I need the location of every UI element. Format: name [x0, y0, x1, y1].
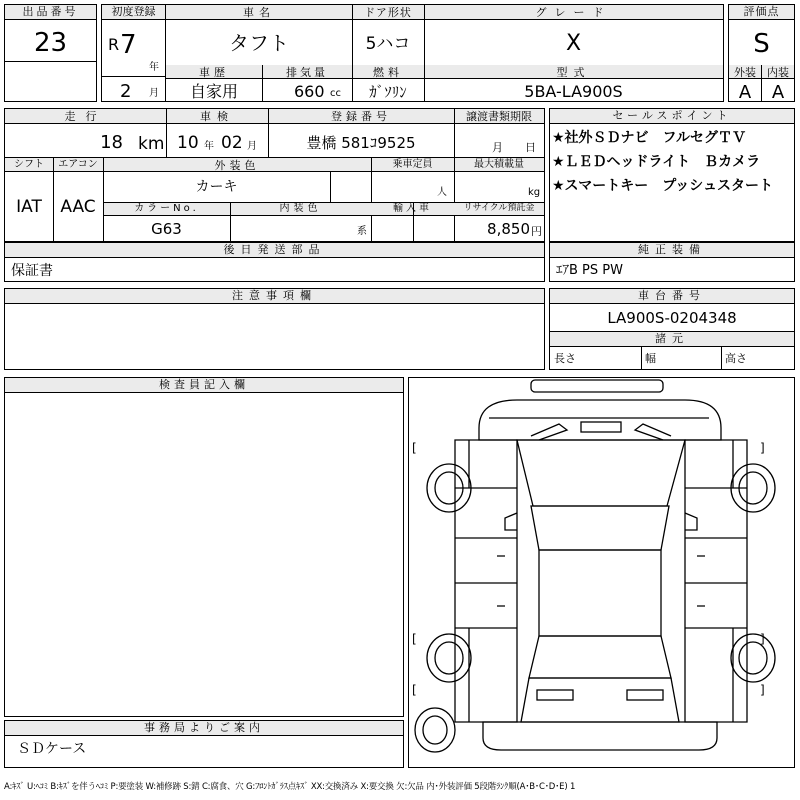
plate-value: 豊橋 581ｺ9525 — [306, 134, 416, 152]
bracket-left: [ — [412, 632, 417, 646]
chassis-box — [549, 288, 795, 370]
import-label: 輸入車 — [393, 203, 432, 214]
era-value: R — [108, 35, 120, 54]
office-box — [4, 720, 404, 768]
displacement-value: 660 — [294, 82, 325, 101]
inspection-year-unit: 年 — [204, 141, 214, 152]
lot-number-value: 23 — [33, 28, 68, 58]
recycle-label: リサイクル預託金 — [463, 203, 535, 213]
shift-label: シフト — [14, 159, 44, 170]
bracket-right: ] — [760, 683, 765, 697]
later-parts-value: 保証書 — [11, 263, 53, 279]
year-unit: 年 — [149, 62, 159, 73]
capacity-unit: 人 — [437, 187, 447, 198]
interior-color-unit: 系 — [357, 226, 367, 237]
inspection-label: 車検 — [200, 110, 234, 123]
score-label: 評価点 — [729, 5, 794, 20]
caution-label: 注意事項欄 — [5, 289, 544, 304]
inspector-label: 検査員記入欄 — [5, 378, 403, 393]
color-no-label: カラーNo. — [134, 203, 199, 214]
recycle-value: 8,850 — [487, 220, 530, 238]
lot-number-label: 出品番号 — [5, 5, 96, 20]
equipment-value: ｴｱB PS PW — [556, 263, 623, 278]
history-label: 車歴 — [199, 66, 229, 79]
lot-number-box — [4, 4, 97, 102]
interior-color-label: 内装色 — [279, 203, 322, 214]
score-value: S — [753, 29, 770, 59]
interior-score-value: A — [771, 82, 785, 103]
interior-score-label: 内装 — [767, 66, 789, 79]
sales-points-label: セールスポイント — [550, 109, 794, 124]
aircon-value: AAC — [60, 197, 96, 217]
car-name-value: タフト — [229, 31, 289, 55]
chassis-label: 車台番号 — [550, 289, 794, 304]
displacement-label: 排気量 — [286, 66, 328, 79]
exterior-color-label: 外装色 — [214, 159, 260, 172]
inspection-year: 10 — [177, 133, 199, 153]
width-label: 幅 — [645, 352, 656, 365]
inspector-box — [4, 377, 404, 717]
sales-point-item: ★スマートキー プッシュスタート — [552, 178, 774, 194]
exterior-score-label: 外装 — [734, 66, 756, 79]
car-diagram-box — [408, 377, 795, 768]
door-label: ドア形状 — [364, 6, 412, 19]
fuel-label: 燃料 — [373, 66, 403, 79]
history-value: 自家用 — [189, 82, 238, 101]
transfer-day-unit: 日 — [525, 141, 536, 154]
office-label: 事務局よりご案内 — [5, 721, 403, 736]
exterior-color-value: カーキ — [195, 179, 238, 195]
bracket-left: [ — [412, 441, 417, 455]
fuel-value: ｶﾞｿﾘﾝ — [369, 83, 407, 101]
legend-notes: A:ｷｽﾞ U:ﾍｺﾐ B:ｷｽﾞを伴うﾍｺﾐ P:要塗装 W:補修跡 S:錆 C:腐食、穴 G:ﾌﾛﾝﾄｶﾞﾗｽ点ｷｽﾞ XX:交換済み X:要交換 欠:欠品 内･外装評価 5段階ﾗﾝｸ順(A･B･C･D･E) 1 — [4, 782, 576, 792]
recycle-unit: 円 — [531, 225, 542, 238]
car-outline-diagram — [409, 378, 794, 767]
displacement-unit: cc — [330, 88, 341, 99]
max-load-unit: kg — [528, 187, 541, 198]
grade-value: X — [565, 31, 582, 56]
main-spec-box — [165, 4, 724, 102]
later-parts-box — [4, 242, 545, 282]
max-load-label: 最大積載量 — [474, 159, 524, 170]
inspection-month-unit: 月 — [247, 141, 257, 152]
chassis-value: LA900S-0204348 — [607, 309, 737, 327]
caution-box — [4, 288, 545, 370]
grade-label: グレード — [535, 6, 612, 19]
later-parts-label: 後日発送部品 — [5, 243, 544, 258]
sales-point-item: ★ＬＥＤヘッドライト Ｂカメラ — [552, 154, 761, 170]
transfer-month-unit: 月 — [492, 141, 503, 154]
capacity-label: 乗車定員 — [392, 159, 433, 170]
month-value: 2 — [120, 81, 132, 102]
detail-box — [4, 108, 545, 242]
height-label: 高さ — [725, 352, 747, 365]
bracket-right: ] — [760, 632, 765, 646]
aircon-label: エアコン — [58, 159, 98, 170]
equipment-box — [549, 242, 795, 282]
transfer-label: 譲渡書類期限 — [466, 110, 532, 123]
door-value: 5ハコ — [365, 34, 411, 54]
specs-label: 諸元 — [550, 332, 794, 347]
exterior-score-value: A — [738, 82, 752, 103]
color-no-value: G63 — [151, 220, 182, 238]
car-name-label: 車名 — [243, 6, 275, 19]
year-value: 7 — [120, 30, 137, 60]
length-label: 長さ — [554, 352, 576, 365]
score-box — [728, 4, 795, 102]
bracket-right: ] — [760, 441, 765, 455]
equipment-label: 純正装備 — [550, 243, 794, 258]
inspection-month: 02 — [221, 133, 243, 153]
office-value: ＳＤケース — [17, 741, 87, 757]
month-unit: 月 — [149, 88, 159, 99]
bracket-left: [ — [412, 683, 417, 697]
model-value: 5BA-LA900S — [524, 82, 623, 101]
sales-points-box — [549, 108, 795, 242]
mileage-value: 18 — [100, 132, 123, 153]
plate-label: 登録番号 — [331, 110, 391, 123]
sales-point-item: ★社外ＳＤナビ フルセグＴＶ — [552, 130, 746, 146]
mileage-label: 走行 — [64, 110, 107, 123]
shift-value: IAT — [16, 197, 42, 217]
mileage-unit: km — [138, 134, 165, 154]
model-label: 型式 — [556, 66, 591, 79]
first-registration-label: 初度登録 — [102, 5, 165, 20]
first-registration-box — [101, 4, 166, 102]
